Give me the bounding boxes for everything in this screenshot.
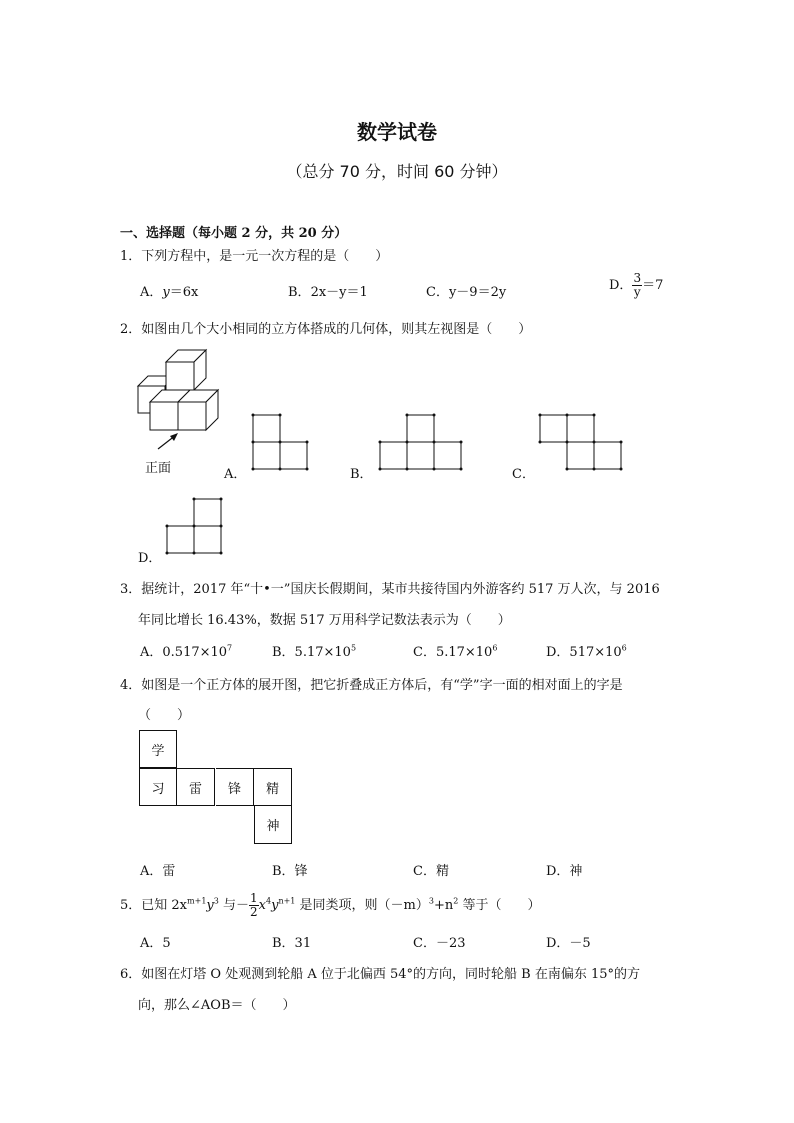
question-number: 5． <box>120 898 142 913</box>
question-3 <box>120 578 660 597</box>
q4-option-b: B．锋 <box>272 864 308 879</box>
q4-option-c: C．精 <box>413 864 449 879</box>
net-cell: 学 <box>139 730 177 768</box>
option-label: D． <box>609 278 633 293</box>
question-3-line2: 年同比增长 16.43%，数据 517 万用科学记数法表示为（ ） <box>138 613 511 628</box>
fraction: $\frac{3}{y}$ <box>633 271 642 299</box>
option-text: ＝6x <box>169 285 199 300</box>
net-cell: 精 <box>254 768 292 806</box>
option-text: ＝7 <box>642 278 664 293</box>
question-number: 6． <box>120 967 142 982</box>
question-6 <box>120 963 640 982</box>
q4-option-d: D．神 <box>546 864 583 879</box>
q3-option-c: C．$5.17\times 10^6$ <box>413 643 498 660</box>
net-cell: 锋 <box>216 768 254 806</box>
question-4 <box>120 674 623 693</box>
question-text: 如图由几个大小相同的立方体搭成的几何体，则其左视图是（ ） <box>141 322 532 337</box>
q1-option-b <box>288 281 368 300</box>
section-heading: 一、选择题（每小题 2 分，共 20 分） <box>120 226 348 241</box>
question-text: 下列方程中，是一元一次方程的是（ ） <box>141 249 389 264</box>
option-label: B． <box>288 285 311 300</box>
question-number: 1． <box>120 249 142 264</box>
question-number: 4． <box>120 678 142 693</box>
q2-option-b-label: B． <box>350 467 373 482</box>
question-text: 如图在灯塔 O 处观测到轮船 A 位于北偏西 54°的方向，同时轮船 B 在南偏东 15°的方 <box>141 967 641 982</box>
q3-option-a: A．$0.517\times 10^7$ <box>140 643 233 660</box>
option-text: 2x－y＝1 <box>310 285 368 300</box>
net-cell: 神 <box>254 806 292 844</box>
question-4-line2: （ ） <box>138 708 191 723</box>
option-var: y <box>162 285 170 300</box>
front-label: 正面 <box>145 461 172 476</box>
q5-option-d: D．－5 <box>546 936 591 951</box>
cube-net-figure <box>139 730 293 846</box>
q3-option-b: B．$5.17\times 10^5$ <box>272 643 357 660</box>
q5-option-a: A．5 <box>140 936 171 951</box>
q2-option-d-label: D． <box>138 551 162 566</box>
q2-option-a-label: A． <box>224 467 247 482</box>
question-text: 据统计，2017 年“十•一”国庆长假期间，某市共接待国内外游客约 517 万人次，与 2016 <box>141 582 660 597</box>
page-title: 数学试卷 <box>357 120 437 144</box>
net-cell: 习 <box>139 768 177 806</box>
q2-option-c-label: C． <box>512 467 535 482</box>
q2-option-c-figure <box>539 414 625 472</box>
question-6-line2: 向，那么∠AOB＝（ ） <box>138 998 296 1013</box>
net-cell: 雷 <box>177 768 215 806</box>
q2-option-b-figure <box>379 414 465 472</box>
q3-option-d: D．$517\times 10^6$ <box>546 643 627 660</box>
cube-stack-figure <box>130 346 230 446</box>
question-1 <box>120 245 388 264</box>
q4-option-a: A．雷 <box>140 864 176 879</box>
q1-option-c <box>426 281 506 300</box>
question-2 <box>120 318 531 337</box>
option-label: A． <box>140 285 163 300</box>
question-text: 如图是一个正方体的展开图，把它折叠成正方体后，有“学”字一面的相对面上的字是 <box>141 678 623 693</box>
question-number: 2． <box>120 322 142 337</box>
option-text: y－9＝2y <box>448 285 507 300</box>
page-subtitle: （总分 70 分，时间 60 分钟） <box>286 162 508 181</box>
q2-option-a-figure <box>252 414 310 472</box>
q2-option-d-figure <box>166 498 224 556</box>
option-label: C． <box>426 285 449 300</box>
q1-option-d <box>609 272 663 299</box>
q5-option-c: C．－23 <box>413 936 466 951</box>
fraction: $\frac{1}{2}$ <box>250 891 258 919</box>
question-5: 5．已知 $2x^{m+1}y^3$ 与－ $\frac{1}{2}$ $x^4y^{n+1}$ 是同类项，则$(-m)^3+n^2$ 等于（ ） <box>120 891 541 919</box>
q1-option-a <box>140 281 198 300</box>
q5-option-b: B．31 <box>272 936 312 951</box>
question-number: 3． <box>120 582 142 597</box>
